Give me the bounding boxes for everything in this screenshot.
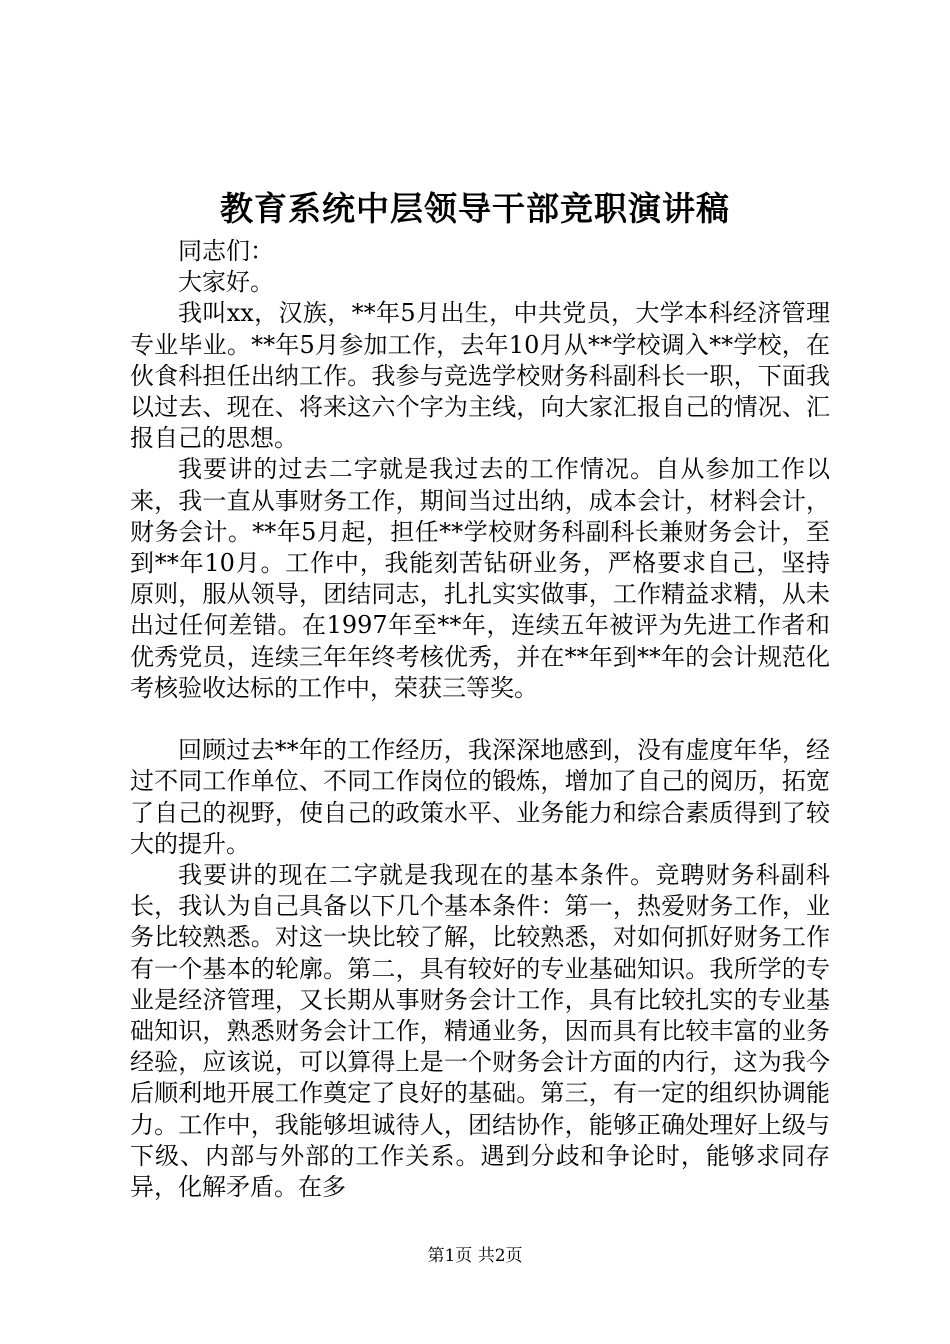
paragraph-spacer [130, 704, 830, 735]
document-body [130, 236, 830, 1203]
document-title: 教育系统中层领导干部竞职演讲稿 [220, 189, 730, 228]
paragraph-past: 我要讲的过去二字就是我过去的工作情况。自从参加工作以来，我一直从事财务工作，期间当过出纳，成本会计，材料会计，财务会计。**年5月起，担任**学校财务科副科长兼财务会计，至到**年10月。工作中，我能刻苦钻研业务，严格要求自己，坚持原则，服从领导，团结同志，扎扎实实做事，工作精益求精，从未出过任何差错。在1997年至**年，连续五年被评为先进工作者和优秀党员，连续三年年终考核优秀，并在**年到**年的会计规范化考核验收达标的工作中，荣获三等奖。 [130, 455, 830, 702]
page-footer: 第1页 共2页 [427, 1246, 523, 1266]
paragraph-review: 回顾过去**年的工作经历，我深深地感到，没有虚度年华，经过不同工作单位、不同工作岗位的锻炼，增加了自己的阅历，拓宽了自己的视野，使自己的政策水平、业务能力和综合素质得到了较大的提升。 [130, 736, 830, 858]
paragraph-present: 我要讲的现在二字就是我现在的基本条件。竞聘财务科副科长，我认为自己具备以下几个基本条件：第一，热爱财务工作，业务比较熟悉。对这一块比较了解，比较熟悉，对如何抓好财务工作有一个基本的轮廓。第二，具有较好的专业基础知识。我所学的专业是经济管理，又长期从事财务会计工作，具有比较扎实的专业基础知识，熟悉财务会计工作，精通业务，因而具有比较丰富的业务经验，应该说，可以算得上是一个财务会计方面的内行，这为我今后顺利地开展工作奠定了良好的基础。第三，有一定的组织协调能力。工作中，我能够坦诚待人，团结协作，能够正确处理好上级与下级、内部与外部的工作关系。遇到分歧和争论时，能够求同存异，化解矛盾。在多 [130, 861, 830, 1202]
paragraph-introduction: 我叫xx，汉族，**年5月出生，中共党员，大学本科经济管理专业毕业。**年5月参加工作，去年10月从**学校调入**学校，在伙食科担任出纳工作。我参与竞选学校财务科副科长一职，下面我以过去、现在、将来这六个字为主线，向大家汇报自己的情况、汇报自己的思想。 [130, 299, 830, 453]
greeting: 大家好。 [178, 268, 274, 297]
salutation: 同志们： [178, 237, 274, 265]
